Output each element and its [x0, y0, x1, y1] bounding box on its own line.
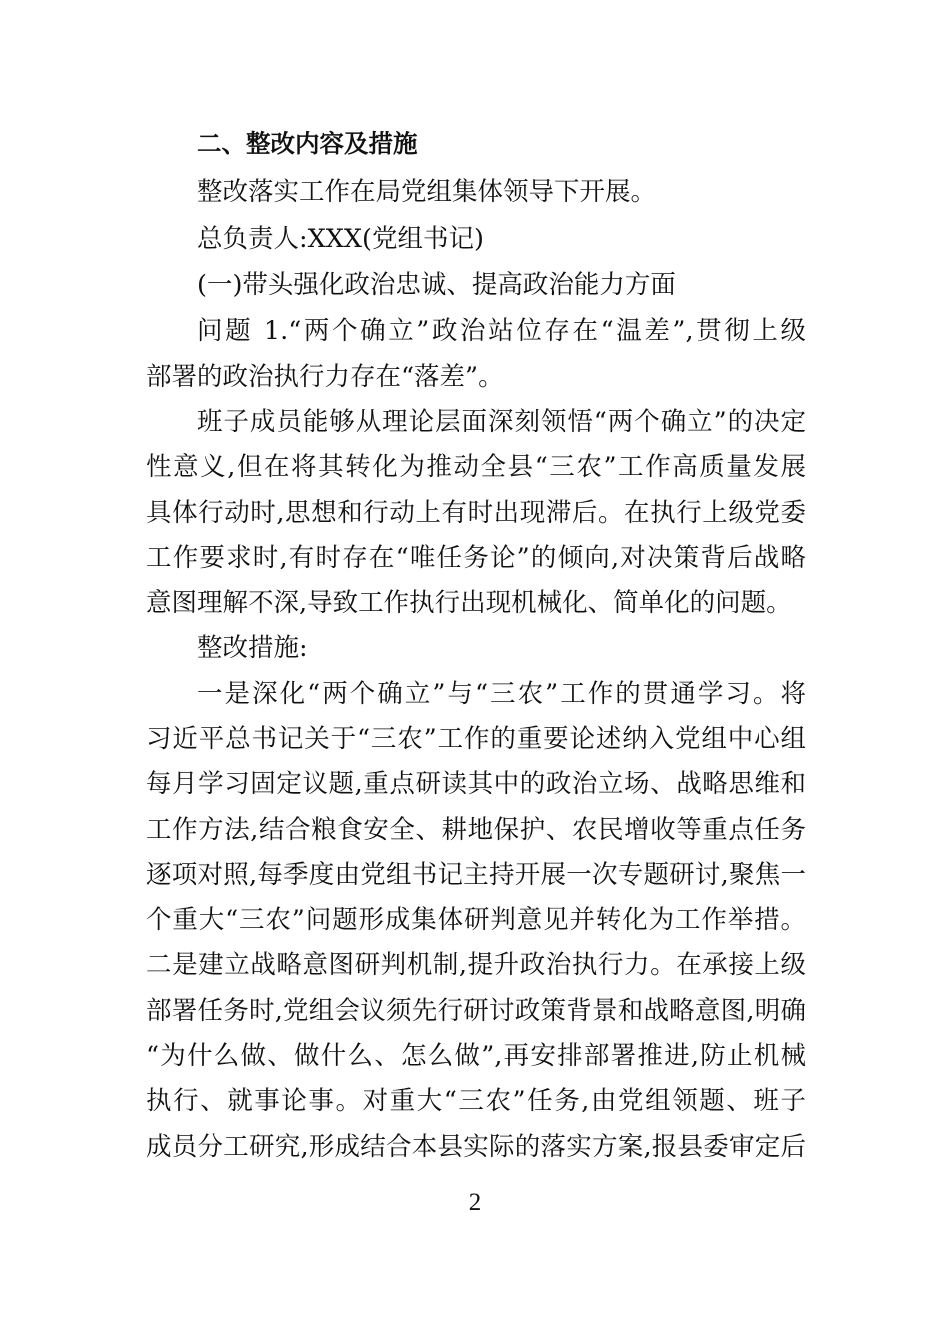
subsection-heading: (一)带头强化政治忠诚、提高政治能力方面 — [197, 270, 676, 300]
measure-line: 成员分工研究,形成结合本县实际的落实方案,报县委审定后 — [146, 1132, 806, 1162]
description-line: 班子成员能够从理论层面深刻领悟“两个确立”的决定 — [197, 407, 806, 437]
problem-line: 部署的政治执行力存在“落差”。 — [146, 362, 504, 392]
measure-line: 习近平总书记关于“三农”工作的重要论述纳入党组中心组 — [146, 724, 806, 754]
responsible-person: 总负责人:XXX(党组书记) — [197, 224, 484, 254]
description-line: 意图理解不深,导致工作执行出现机械化、简单化的问题。 — [146, 588, 792, 618]
measure-line: “为什么做、做什么、怎么做”,再安排部署推进,防止机械 — [146, 1041, 806, 1071]
intro-paragraph: 整改落实工作在局党组集体领导下开展。 — [197, 177, 657, 207]
problem-line: 问题 1.“两个确立”政治站位存在“温差”,贯彻上级 — [197, 316, 806, 346]
measure-line: 执行、就事论事。对重大“三农”任务,由党组领题、班子 — [146, 1086, 806, 1116]
page-number: 2 — [468, 1189, 482, 1216]
measure-line: 一是深化“两个确立”与“三农”工作的贯通学习。将 — [197, 679, 806, 709]
measure-line: 二是建立战略意图研判机制,提升政治执行力。在承接上级 — [146, 950, 806, 980]
measure-line: 个重大“三农”问题形成集体研判意见并转化为工作举措。 — [146, 905, 806, 935]
description-line: 具体行动时,思想和行动上有时出现滞后。在执行上级党委 — [146, 498, 806, 528]
measure-line: 工作方法,结合粮食安全、耕地保护、农民增收等重点任务 — [146, 815, 806, 845]
measure-line: 每月学习固定议题,重点研读其中的政治立场、战略思维和 — [146, 769, 806, 799]
section-heading: 二、整改内容及措施 — [197, 129, 418, 158]
measure-line: 逐项对照,每季度由党组书记主持开展一次专题研讨,聚焦一 — [146, 860, 806, 890]
description-line: 工作要求时,有时存在“唯任务论”的倾向,对决策背后战略 — [146, 543, 806, 573]
measures-label: 整改措施: — [197, 633, 308, 663]
measure-line: 部署任务时,党组会议须先行研讨政策背景和战略意图,明确 — [146, 996, 806, 1026]
description-line: 性意义,但在将其转化为推动全县“三农”工作高质量发展 — [146, 452, 806, 482]
